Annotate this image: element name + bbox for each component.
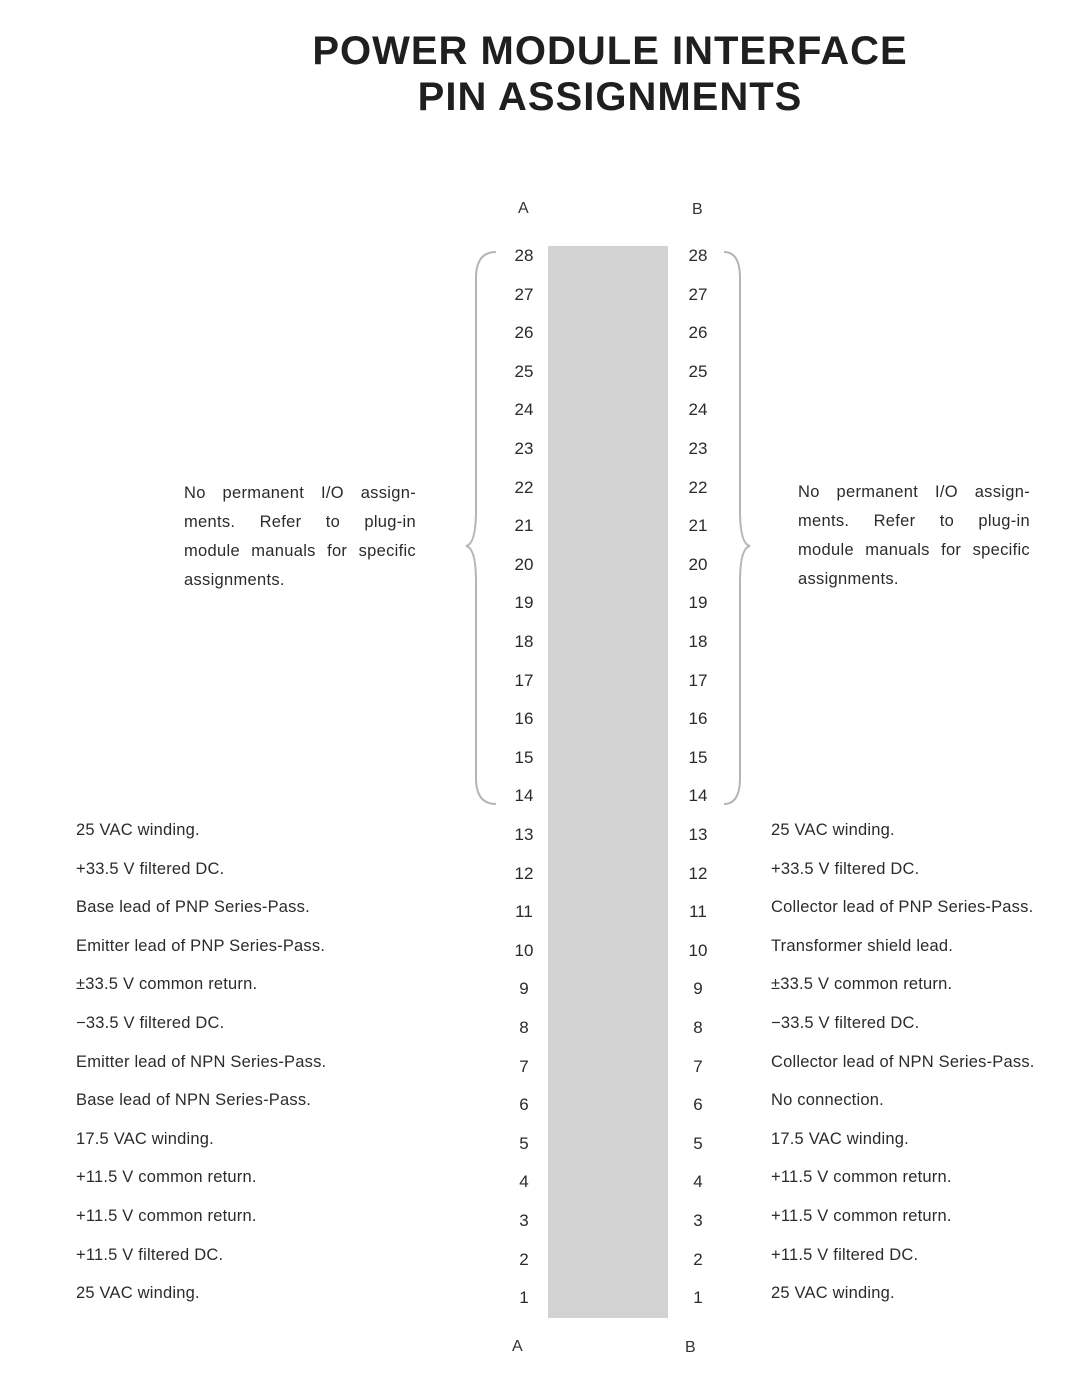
pin-a-description-10: Emitter lead of PNP Series-Pass. [76,936,326,955]
pin-b-7: 7 [693,1056,703,1076]
pin-a-description-11: Base lead of PNP Series-Pass. [76,898,310,917]
pin-a-description-12: +33.5 V filtered DC. [76,859,225,878]
connector-strip [548,246,668,1318]
pin-b-3: 3 [693,1211,703,1230]
pin-b-26: 26 [688,323,708,343]
left-brace-icon [462,248,502,808]
pin-a-17: 17 [514,670,534,690]
pin-b-5: 5 [693,1133,703,1153]
pin-a-description-7: Emitter lead of NPN Series-Pass. [76,1052,327,1071]
pin-b-23: 23 [688,439,708,458]
pin-b-description-7: Collector lead of NPN Series-Pass. [771,1052,1035,1071]
pin-b-description-12: +33.5 V filtered DC. [771,859,920,878]
pin-b-description-9: ±33.5 V common return. [771,975,953,994]
pin-a-2: 2 [519,1249,529,1269]
pin-a-24: 24 [514,400,534,420]
pin-a-20: 20 [514,554,534,574]
pin-a-description-1: 25 VAC winding. [76,1284,200,1303]
pin-b-4: 4 [693,1172,703,1192]
pin-a-6: 6 [519,1095,529,1115]
pin-b-6: 6 [693,1095,703,1115]
pin-b-1: 1 [693,1288,703,1308]
pin-b-17: 17 [688,670,708,690]
pin-b-2: 2 [693,1249,703,1269]
pin-b-13: 13 [688,825,708,844]
column-header-a-bottom: A [512,1338,523,1355]
pin-a-7: 7 [519,1056,529,1076]
pin-a-description-5: 17.5 VAC winding. [76,1129,214,1148]
pin-a-27: 27 [514,284,534,304]
pin-b-21: 21 [688,516,708,536]
pin-b-16: 16 [688,709,708,729]
pin-b-description-11: Collector lead of PNP Series-Pass. [771,898,1034,917]
pin-a-12: 12 [514,863,534,883]
pin-a-19: 19 [514,593,534,613]
pin-a-23: 23 [514,439,534,458]
pin-a-9: 9 [519,979,529,999]
pin-a-description-8: −33.5 V filtered DC. [76,1014,225,1032]
pin-b-12: 12 [688,863,708,883]
page-title [0,28,1088,120]
pin-a-description-4: +11.5 V common return. [76,1168,257,1187]
pin-b-description-2: +11.5 V filtered DC. [771,1245,919,1264]
pin-a-22: 22 [514,477,534,497]
right-brace-icon [718,248,758,808]
pin-a-18: 18 [514,632,534,651]
pin-b-14: 14 [688,786,708,806]
pin-a-4: 4 [519,1172,529,1192]
pin-b-28: 28 [688,246,708,265]
pin-b-8: 8 [693,1018,703,1037]
pin-b-9: 9 [693,979,703,999]
pin-a-15: 15 [514,747,534,767]
pin-b-description-13: 25 VAC winding. [771,821,895,839]
column-header-a-top: A [518,200,529,217]
pin-b-24: 24 [688,400,708,420]
pin-b-10: 10 [688,940,708,960]
pin-a-14: 14 [514,786,534,806]
pin-b-description-8: −33.5 V filtered DC. [771,1014,920,1032]
pin-a-13: 13 [514,825,534,844]
pin-a-11: 11 [515,902,533,922]
pin-b-19: 19 [688,593,708,613]
pin-a-3: 3 [519,1211,529,1230]
pin-b-description-6: No connection. [771,1091,884,1110]
pin-a-description-2: +11.5 V filtered DC. [76,1245,224,1264]
pin-a-21: 21 [514,516,534,536]
pin-b-11: 11 [689,902,707,922]
pin-b-27: 27 [688,284,708,304]
pin-a-28: 28 [514,246,534,265]
column-header-b-top: B [692,201,703,218]
pin-b-description-1: 25 VAC winding. [771,1284,895,1303]
pin-a-description-13: 25 VAC winding. [76,821,200,839]
pin-a-description-6: Base lead of NPN Series-Pass. [76,1091,312,1110]
pin-a-description-3: +11.5 V common return. [76,1207,257,1225]
pin-b-description-5: 17.5 VAC winding. [771,1129,909,1148]
pin-b-25: 25 [688,361,708,381]
pin-b-description-3: +11.5 V common return. [771,1207,952,1225]
pin-b-description-10: Transformer shield lead. [771,936,954,955]
pin-a-1: 1 [519,1288,529,1308]
pin-b-description-4: +11.5 V common return. [771,1168,952,1187]
pin-a-26: 26 [514,323,534,343]
pin-a-16: 16 [514,709,534,729]
pin-a-25: 25 [514,361,534,381]
pin-a-10: 10 [514,940,534,960]
right-note: No permanent I/O assign- ments. Refer to plug-in module manuals for specific assignments. [798,483,1030,588]
title-line-1: POWER MODULE INTERFACE [312,29,908,73]
pin-a-5: 5 [519,1133,529,1153]
pin-b-20: 20 [688,554,708,574]
pin-a-description-9: ±33.5 V common return. [76,975,258,994]
column-header-b-bottom: B [685,1339,696,1356]
pin-a-8: 8 [519,1018,529,1037]
pin-b-18: 18 [688,632,708,651]
pin-b-22: 22 [688,477,708,497]
title-line-2: PIN ASSIGNMENTS [417,75,803,119]
pin-b-15: 15 [688,747,708,767]
left-note: No permanent I/O assign- ments. Refer to plug-in module manuals for specific assignments. [184,484,416,589]
